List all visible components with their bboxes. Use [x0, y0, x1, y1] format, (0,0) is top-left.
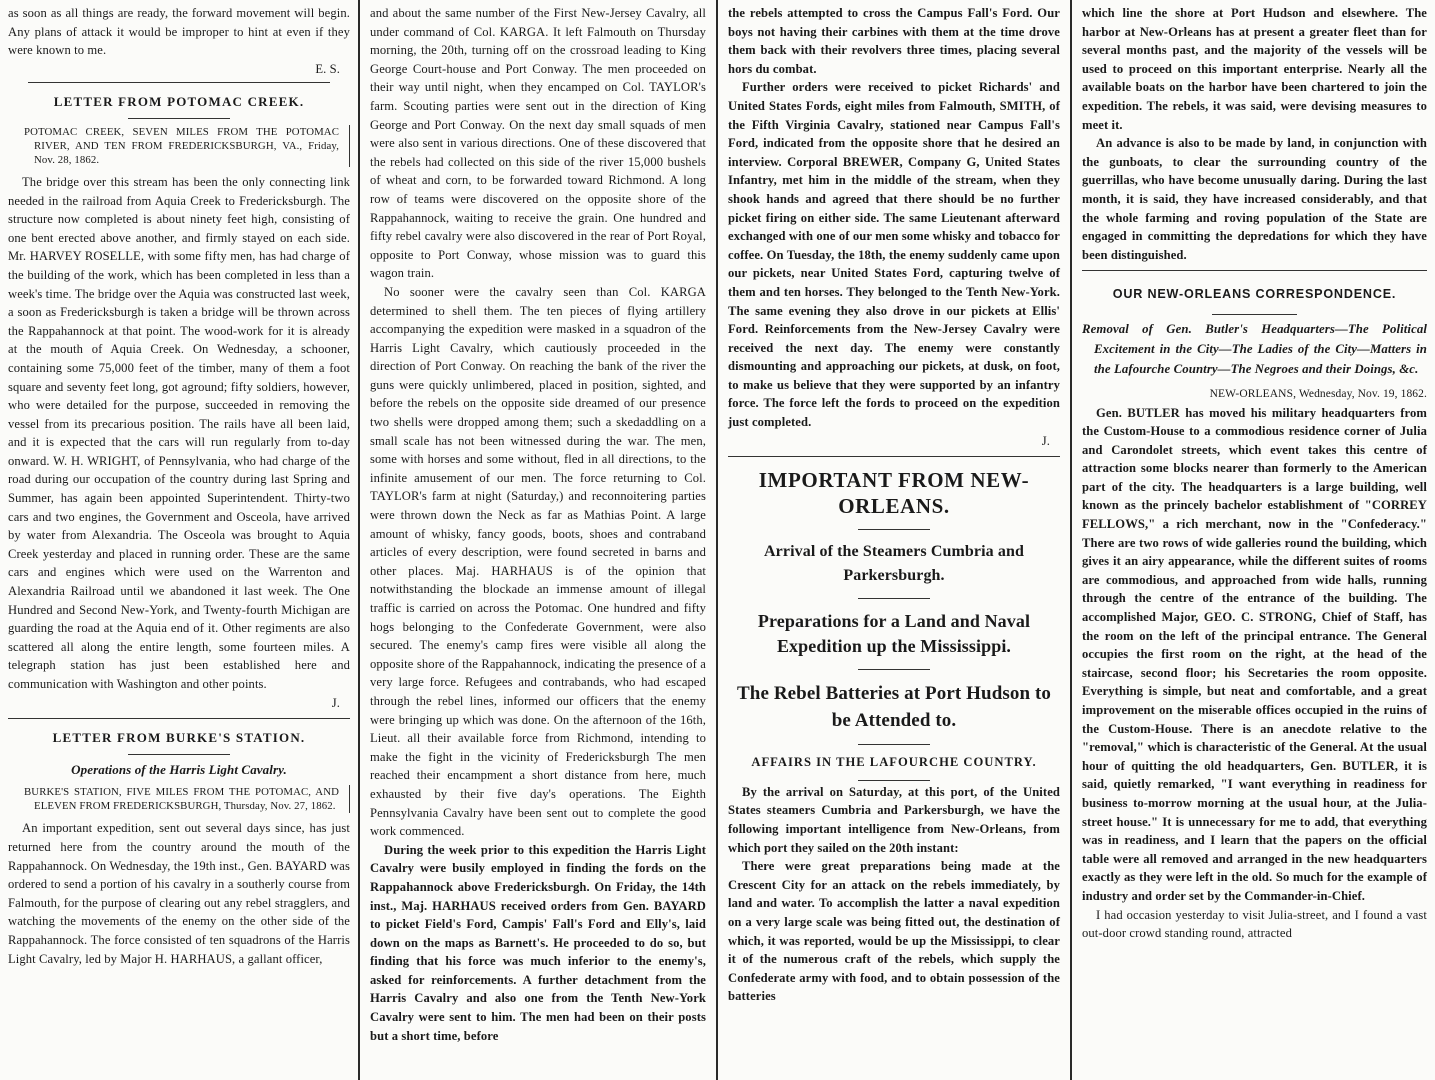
- article-paragraph: Gen. BUTLER has moved his military headquarters from the Custom-House to a commodious residence corner of Julia and Carondolet streets, which event takes this centre of attraction some blocks nearer than formerly to the American part of the city. The headquarters is a large building, well known as the princely bachelor establishment of "CORREY FELLOWS," a rich merchant, now in the "Confederacy." There are two rows of wide galleries round the building, which gives it an airy appearance, while the different suites of rooms are commodious, and approached from wide halls, running through the centre of the entrance of the building. The accomplished Major, GEO. C. STRONG, Chief of Staff, has the room on the left of the principal entrance. The General occupies the first room on the right, at the head of the staircase, second floor; his Secretaries the room opposite. Everything is simple, but neat and comfortable, and a great improvement on the miserable offices occupied in the ruins of the Custom-House. There is an anecdote relative to the "removal," which is characteristic of the General. At the usual hour of quitting the old headquarters, Gen. BUTLER, it is said, quietly remarked, "I want everything in readiness for business to-morrow morning at the usual hour, at the Julia-street house." It is unnecessary for me to add, that everything was in readiness, and I learn that the papers on the official table were all removed and arranged in the new headquarters exactly as they were left in the old. So much for the example of industry and order set by the Commander-in-Chief.: [1082, 405, 1427, 903]
- article-paragraph: The bridge over this stream has been the only connecting link needed in the railroad from Aquia Creek to Fredericksburgh. The structure now completed is about ninety feet high, consisting of one bent erected above another, and firmly stayed on each side. Mr. HARVEY ROSELLE, with some fifty men, has had charge of the building of the work, which has been completed in less than a week's time. The bridge over the Aquia was constructed last week, a soon as Fredericksburgh is taken a bridge will be thrown across the Rappahannock at that point. The wood-work for it is already at the mouth of Aquia Creek. On Wednesday, a schooner, containing some 75,000 feet of the timber, many of them a foot square and seventy feet long, got aground; fifty soldiers, however, who were detailed for the purpose, succeeded in removing the vessel from its precarious position. The rails have all been laid, and it is expected that the cars will run regularly from to-day onward. W. H. WRIGHT, of Pennsylvania, who had charge of the road during our occupation of the country during last Spring and Summer, has again been appointed Superintendent. Thirty-two cars and two engines, the Government and Osceola, have arrived by water from Alexandria. The Osceola was brought to Aquia Creek yesterday and placed in running order. These are the same cars and engines which were used on the Warrenton and Alexandria Railroad until we abandoned it last week. The One Hundred and Second New-York, and Twenty-fourth Michigan are guarding the road at the Aquia end of it. Other regiments are also scattered all along the entire length, some fourteen miles. A telegraph station has just been established here and communication with Washington and other points.: [8, 174, 350, 691]
- divider: [1082, 270, 1427, 271]
- dateline-new-orleans: NEW-ORLEANS, Wednesday, Nov. 19, 1862.: [1209, 387, 1427, 400]
- deck-harris-light-cavalry: Operations of the Harris Light Cavalry.: [71, 761, 287, 777]
- article-paragraph: By the arrival on Saturday, at this port, of the United States steamers Cumbria and Parkersburgh, we have the following important intelligence from New-Orleans, from which port they sailed on the 20th instant:: [728, 784, 1060, 855]
- article-paragraph: There were great preparations being made at the Crescent City for an attack on the rebels immediately, by land and water. To accomplish the latter a naval expedition on a very large scale was being fitted out, the destination of which, it was reported, would be up the Mississippi, to clear it of the numerous craft of the rebels, which supply the Confederate army with food, and to obtain possession of the batteries: [728, 859, 1060, 1004]
- divider: [858, 669, 930, 670]
- column-rule: [716, 0, 718, 1080]
- divider: [858, 744, 930, 745]
- article-paragraph: and about the same number of the First New-Jersey Cavalry, all under command of Col. KARGA. It left Falmouth on Thursday morning, the 20th, turning off on the crossroad leading to King George Court-house and Port Conway. The men proceeded on their way until night, when they encamped on Col. TAYLOR's farm. Scouting parties were sent out in the direction of King George and Port Conway. On the next day small squads of men were also sent in various directions. One of these discovered that the rebels had collected on this side of the river 15,000 bushels of wheat and corn, to be forwarded toward Richmond. A long row of teams were discovered on the opposite shore of the Rappahannock, waiting to receive the grain. One hundred and fifty rebel cavalry were also discovered in the rear of Port Royal, opposite to Port Conway, whose mission was to guard this wagon train.: [370, 6, 706, 281]
- column-3: [720, 0, 1068, 1080]
- article-end-paragraph: as soon as all things are ready, the forward movement will begin. Any plans of attack it would be improper to hint at even if they were known to me.: [8, 6, 350, 58]
- article-paragraph: An advance is also to be made by land, in conjunction with the gunboats, to clear the surrounding country of the guerrillas, who have become unusually daring. During the last month, it is said, they have increased considerably, and that the whole farming and roving population of the State are engaged in committing the depredations for which they have been distinguished.: [1082, 136, 1427, 262]
- bold-paragraph-block: [1082, 404, 1427, 906]
- column-2: [362, 0, 714, 1080]
- article-paragraph: Further orders were received to picket Richards' and United States Fords, eight miles from Falmouth, SMITH, of the Fifth Virginia Cavalry, stationed near Campus Fall's Ford, indicated from the opposite shore that he desired an interview. Corporal BREWER, Company G, United States Infantry, met him in the middle of the stream, when they shook hands and agreed that there should be no further picket firing on either side. The same Lieutenant afterward exchanged with one of our men some whisky and tobacco for coffee. On Tuesday, the 18th, the enemy suddenly came upon our pickets, near United States Ford, capturing twelve of them and ten horses. They belonged to the Tenth New-York. The same evening they also drove in our pickets at Ellis' Ford. Reinforcements from the New-Jersey Cavalry were received the next day. The enemy were constantly dismounting and approaching our pickets, at dusk, on foot, to make us believe that they were supported by an infantry force. The force left the fords to proceed on the expedition just completed.: [728, 80, 1060, 430]
- divider: [1212, 314, 1297, 315]
- bold-paragraph-block: [370, 841, 706, 1046]
- divider: [128, 118, 230, 119]
- headline-potomac-creek: LETTER FROM POTOMAC CREEK.: [53, 94, 305, 110]
- divider: [128, 754, 230, 755]
- article-paragraph: During the week prior to this expedition the Harris Light Cavalry were busily employed in finding the fords on the Rappahannock above Fredericksburgh. On Friday, the 14th inst., Maj. HARHAUS received orders from Gen. BAYARD to picket Field's Ford, Campis' Fall's Ford and Elly's, laid down on the maps as Barnett's. He proceeded to do so, but finding that his force was much inferior to the enemy's, asked for reinforcements. A further detachment from the Harris Cavalry and also one from the Tenth New-York Cavalry were sent to him. The men had been on their posts but a short time, before: [370, 842, 706, 1043]
- article-paragraph: which line the shore at Port Hudson and elsewhere. The harbor at New-Orleans has at present a greater fleet than for several months past, and the majority of the vessels will be used to proceed on this important enterprise. Nearly all the available boats on the harbor have been chartered to join the expedition. The rebels, it was said, were devising measures to meet it.: [1082, 6, 1427, 132]
- headline-new-orleans-correspondence: OUR NEW-ORLEANS CORRESPONDENCE.: [1112, 287, 1397, 302]
- article-paragraph: the rebels attempted to cross the Campus Fall's Ford. Our boys not having their carbines with them at the time drove them back with their revolvers three times, placing several hors du combat.: [728, 6, 1060, 76]
- headline-burkes-station: LETTER FROM BURKE'S STATION.: [52, 730, 306, 746]
- deck-butler-headquarters: Removal of Gen. Butler's Headquarters—The Political Excitement in the City—The Ladies of the City—Matters in the Lafourche Country—The Negroes and their Doings, &c.: [1082, 321, 1427, 376]
- column-rule: [1070, 0, 1072, 1080]
- article-paragraph: I had occasion yesterday to visit Julia-street, and I found a vast out-door crowd standing round, attracted: [1082, 907, 1427, 941]
- divider: [728, 456, 1060, 457]
- bold-paragraph-block: [728, 4, 1060, 432]
- divider: [858, 598, 930, 599]
- column-rule: [358, 0, 360, 1080]
- article-paragraph: No sooner were the cavalry seen than Col. KARGA determined to shell them. The ten pieces of flying artillery accompanying the expedition were masked in a squadron of the Harris Light Cavalry, which cautiously proceeded in the direction of Port Conway. On reaching the bank of the river the guns were quickly unlimbered, placed in position, sighted, and before the rebels on the opposite side dreamed of our presence two shells were dropped among them; such a skedaddling on a small scale has not been witnessed during the war. The men, some with horses and some without, fled in all directions, to the infinite amusement of our men. The force returning to Col. TAYLOR's farm at night (Saturday,) and reconnoitering parties were thrown down the Neck as far as Mathias Point. A large amount of whisky, fancy goods, boots, shoes and contraband articles of every description, were found secreted in barns and other places. Maj. HARHAUS is of the opinion that notwithstanding the blockade an immense amount of illegal traffic is carried on across the Potomac. One hundred and fifty hogs belonging to the Confederate Government, were also secured. The enemy's camp fires were visible all along the opposite shore of the Rappahannock, indicating the presence of a very large force. Refugees and contrabands, who had escaped through the rebel lines, informed our officers that the enemy were bringing up which was done. On the afternoon of the 16th, Lieut. all their available force from Richmond, intending to make the fight in the vicinity of Fredericksburgh The men reached their encampment a short distance from here, much exhausted by their five day's operations. The Eighth Pennsylvania Cavalry have been sent out to complete the good work commenced.: [370, 284, 706, 839]
- main-headline: IMPORTANT FROM NEW-ORLEANS.: [758, 468, 1030, 519]
- dateline-potomac-creek: POTOMAC CREEK, SEVEN MILES FROM THE POTOMAC RIVER, AND TEN FROM FREDERICKSBURGH, VA., Friday, Nov. 28, 1862.: [34, 125, 350, 167]
- signature: J.: [331, 695, 340, 710]
- subheadline-lafourche: AFFAIRS IN THE LAFOURCHE COUNTRY.: [751, 755, 1037, 770]
- divider: [8, 718, 350, 719]
- column-1: [0, 0, 358, 1080]
- bold-paragraph-block: [1082, 4, 1427, 264]
- divider: [28, 82, 330, 83]
- dateline-burkes-station: BURKE'S STATION, FIVE MILES FROM THE POTOMAC, AND ELEVEN FROM FREDERICKSBURGH, Thursday, Nov. 27, 1862.: [34, 785, 350, 813]
- signature: J.: [1041, 433, 1050, 448]
- divider: [858, 780, 930, 781]
- article-paragraph: An important expedition, sent out several days since, has just returned here from the country around the mouth of the Rappahannock. On Wednesday, the 19th inst., Gen. BAYARD was ordered to send a portion of his cavalry in a southerly course from Falmouth, for the purpose of clearing out any rebel stragglers, and watching the movements of the enemy on the other side of the Rappahannock. The force consisted of ten squadrons of the Harris Light Cavalry, led by Major H. HARHAUS, a gallant officer,: [8, 821, 350, 966]
- subheadline-preparations: Preparations for a Land and Naval Expedition up the Mississippi.: [757, 611, 1031, 657]
- subheadline-arrival: Arrival of the Steamers Cumbria and Parkersburgh.: [764, 543, 1024, 585]
- column-4: [1074, 0, 1435, 1080]
- subheadline-rebel-batteries: The Rebel Batteries at Port Hudson to be Attended to.: [737, 683, 1051, 732]
- divider: [858, 529, 930, 530]
- signature: E. S.: [315, 61, 340, 76]
- bold-paragraph-block: [728, 783, 1060, 1006]
